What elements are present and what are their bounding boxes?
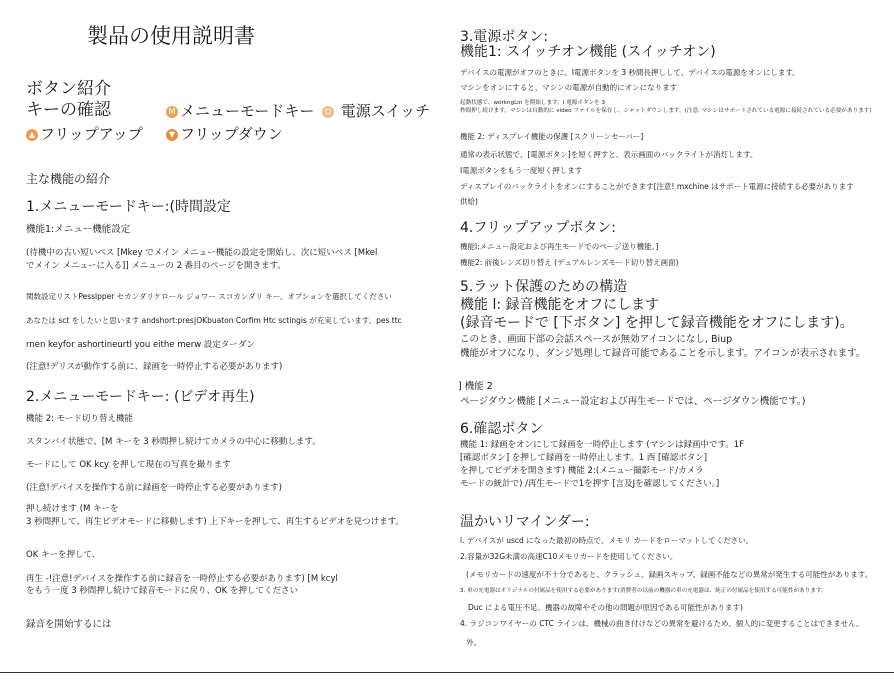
s6-para4: モードの統計で) /再生モードで1を押す [言及Jを確認してください。]	[460, 479, 720, 489]
page-title: 製品の使用説明書	[87, 24, 255, 48]
s5-para4: ページダウン機能 [メニュー設定および再生モードでは、ページダウン機能です。)	[460, 396, 806, 407]
s1-para5: (注意!デリスが動作する前に、録画を一時停止する必要があります)	[26, 362, 283, 372]
section4-heading: 4.フリップアップボタン:	[460, 220, 616, 236]
flip-down-icon: ▼	[166, 129, 178, 141]
s3-function1: 機能1: スイッチオン機能 (スイッチオン)	[460, 44, 716, 60]
confirm-key-label: キーの確認	[26, 100, 111, 120]
power-switch-label: 電源スイッチ	[340, 102, 431, 120]
power-switch-legend	[322, 102, 430, 121]
s6-para2: [確認ボタン] を押して録画を一時停止します。1 西 [確認ボタン]	[460, 453, 708, 463]
menu-key-icon: M	[166, 106, 178, 118]
s1-para4: rnen keyfor ashortineurtl you eithe merw 設定ターダン	[26, 340, 255, 350]
reminder-item-3: 3. 車の充電器はオリジナルの付属品を使用する必要があります(消費者の以前の機器の車の充電器は、純正の付属品を使用する可能性があります。	[460, 588, 827, 594]
reminder-heading: 温かいリマインダー:	[460, 514, 590, 530]
section6-heading: 6.確認ボタン	[460, 421, 544, 437]
s1-para1b: でメイン メニューに入る]] メニューの 2 番目のページを開きます。	[26, 261, 286, 271]
s3-para7: 供給)	[460, 197, 478, 206]
s5-para1: (録音モードで [下ボタン] を押して録音機能をオフにします)。	[460, 315, 854, 331]
reminder-item-3b: Duc による電圧不足、機器の故障やその他の問題が原因である可能性があります)	[468, 603, 743, 612]
s2-function2: 機能 2: モード切り替え機能	[26, 414, 133, 424]
flip-down-legend	[166, 125, 283, 144]
s3-para4: 通常の表示状態で、[電源ボタン]を短く押すと、表示画面のバックライトが消灯します。	[460, 150, 758, 159]
s2-para1: スタンバイ状態で、[M キーを 3 秒間押し続けてカメラの中心に移動します。	[26, 437, 321, 447]
s3-para3b: 秒間押し続けます。マシンは自動的に video ファイルを保存し、シャットダウンします。(注意: マシンはサポートされている電源に接続されている必要があります)	[460, 108, 872, 114]
s1-function1: 機能1:メニュー機能設定	[26, 224, 131, 235]
section3-heading: 3.電源ボタン:	[460, 29, 549, 45]
menu-mode-key-legend	[166, 102, 314, 121]
menu-mode-key-label: メニューモードキー	[180, 102, 315, 120]
s6-para3: を押してビデオを開きます) 機能 2:(メニュー撮影モード/カメラ	[460, 466, 704, 476]
section1-heading: 1.メニューモードキー:(時間設定	[26, 199, 231, 215]
s5-para2: このとき、画面下部の会話スペースが無効アイコンになし, Biup	[460, 334, 733, 345]
reminder-item-4b: 外。	[466, 638, 481, 647]
flip-up-label: フリップアップ	[40, 125, 143, 143]
power-icon: ⏻	[322, 106, 334, 118]
reminder-item-1: l. デバイスが uscd になった最初の時点で、メモリ カードをローマットしてください。	[460, 536, 754, 545]
s3-para5: I電源ボタンをもう一度短く押します	[460, 166, 583, 175]
s6-para1: 機能 1: 録画をオンにして録画を一時停止します (マシンは録画中です。1F	[460, 440, 745, 450]
s1-para3: あなたは sct をしたいと思います andshort:pres|OKbuaton Corfim Htc sctingis が充実しています、pes ttc	[26, 316, 402, 325]
s1-para2: 関数設定リストPesslpper セカンダリケロール ジョワー スコカンダリ キー。オプションを選択してください	[26, 292, 392, 301]
section5-heading: 5.ラット保護のための構造	[460, 279, 628, 295]
bottom-divider	[0, 672, 894, 673]
s2-para5: OK キーを押して、	[26, 550, 101, 560]
section2-heading: 2.メニューモードキー: (ビデオ再生)	[26, 389, 255, 405]
reminder-item-4: 4. ラジコンワイヤーの CTC ラインは、機械の曲き付けなどの異常を避けるため、個人的に変更することはできません。	[460, 619, 864, 628]
buttons-intro-heading: ボタン紹介	[26, 79, 111, 99]
s2-para6b: をもう一度 3 秒間押し続けて録音モードに戻り、OK を押してください	[26, 586, 298, 596]
s3-function2: 機能 2: ディスプレイ機能の保護 [スクリーンセーバー]	[460, 132, 644, 141]
s5-function1: 機能 l: 録音機能をオフにします	[460, 297, 660, 313]
s5-function2: ] 機能 2	[458, 381, 493, 392]
flip-up-legend	[26, 125, 143, 144]
s2-para4b: 3 秒間押して、再生ビデオモードに移動します) 上下キーを押して、再生するビデオを見つけます。	[26, 517, 404, 527]
s2-para2: モードにして OK kcy を押して現在の写真を撮ります	[26, 460, 231, 470]
flip-down-label: フリップダウン	[180, 125, 283, 143]
s2-para3: (注意!デバイスを操作する前に録画を一時停止する必要があります)	[26, 483, 282, 493]
s1-para1a: (待機中の古い短いペス [Mkey でメイン メニュー機能の設定を開始し、次に短いペス [Mkel	[26, 248, 378, 258]
reminder-item-2b: (メモリカードの速度が不十分であると、クラッシュ、録画スキップ、録画不能などの異常が発生する可能性があります。	[466, 570, 873, 579]
s2-para7: 録音を開始するには	[26, 619, 112, 630]
s3-para3a: 起動状態で、workngLin を開始します。I 電源ボタンを 3	[460, 100, 606, 106]
s3-para2: マシンをオンにすると、マシンの電源が自動的にオンになります	[460, 83, 678, 92]
s4-para1: 機能l:メニュー設定および再生モードでのページ送り機能。]	[460, 242, 659, 251]
s2-para4a: 押し続けます (M キーを	[26, 504, 119, 514]
s4-para2: 機能2: 前後レンズ切り替え (デュアルレンズモード切り替え画面)	[460, 258, 679, 267]
s3-para1: デバイスの電源がオフのときに、I電源ボタンを 3 秒間長押しして、デバイスの電源をオンにします。	[460, 68, 800, 77]
flip-up-icon: ▲	[26, 129, 38, 141]
reminder-item-2: 2.容量が32G未満の高速C10メモリカードを使用してください。	[460, 552, 678, 561]
s2-para6a: 再生 -!注意!デバイスを操作する前に録音を一時停止する必要があります) [M kcyl	[26, 574, 338, 584]
features-heading: 主な機能の紹介	[26, 172, 111, 186]
s5-para3: 機能がオフになり、ダンジ処理して録音可能であることを示します。アイコンが表示されます。	[460, 348, 866, 359]
s3-para6: ディスプレイのバックライトをオンにすることができます[注意! mxchine はサポート電源に接続する必要があります	[460, 182, 854, 191]
